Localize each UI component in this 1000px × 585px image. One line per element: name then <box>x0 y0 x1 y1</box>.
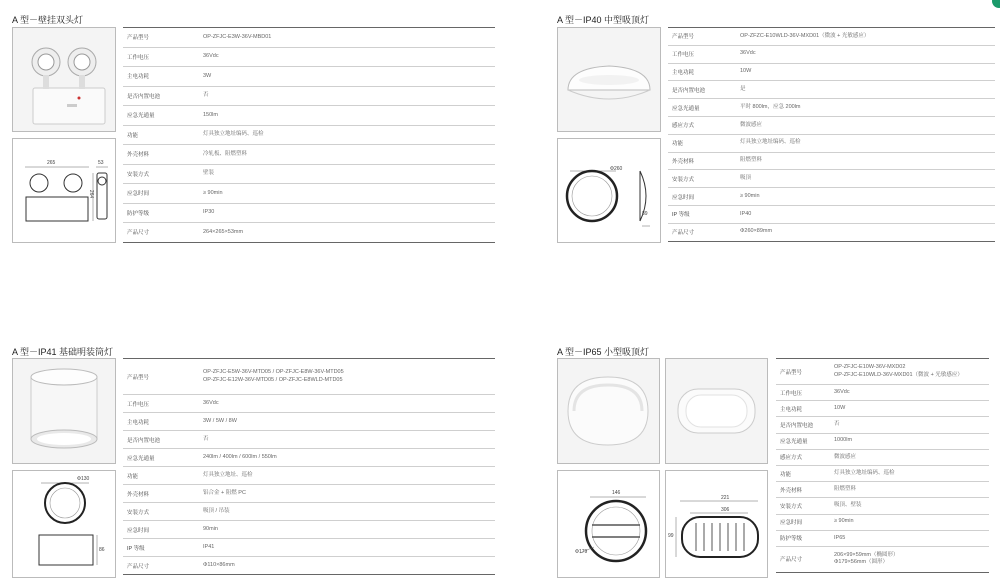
corner-badge-icon <box>992 0 1000 8</box>
spec-key: 产品尺寸 <box>776 546 830 572</box>
spec-key: 是否内置电池 <box>123 86 199 106</box>
dimension-label: 306 <box>721 507 730 513</box>
spec-key: 外壳材料 <box>776 482 830 498</box>
spec-value: 平时 800lm，应急 200lm <box>736 99 995 117</box>
spec-value: 3W <box>199 67 495 87</box>
spec-value: 否 <box>830 417 989 433</box>
dimension-label: Φ179 <box>575 549 588 555</box>
spec-key: 是否内置电池 <box>668 81 736 99</box>
dimension-drawing-wall-twin-head <box>12 138 116 243</box>
spec-key: 安装方式 <box>123 164 199 184</box>
spec-key: 功能 <box>123 125 199 145</box>
spec-key: IP 等级 <box>123 539 199 557</box>
spec-value: ≥ 90min <box>736 188 995 206</box>
table-row <box>668 99 995 117</box>
table-row <box>776 530 989 546</box>
table-row <box>123 539 495 557</box>
spec-key: 产品尺寸 <box>123 557 199 575</box>
spec-key: 产品尺寸 <box>668 223 736 241</box>
spec-value: IP40 <box>736 205 995 223</box>
spec-key: 主电功耗 <box>123 67 199 87</box>
table-row <box>668 223 995 241</box>
spec-value: 壁装 <box>199 164 495 184</box>
table-row <box>123 449 495 467</box>
spec-key: 功能 <box>776 465 830 481</box>
dimension-label: 221 <box>721 495 730 501</box>
table-row <box>123 106 495 126</box>
table-row <box>123 413 495 431</box>
spec-key: 感应方式 <box>776 449 830 465</box>
spec-value: 否 <box>199 86 495 106</box>
table-row <box>123 521 495 539</box>
spec-value: 264×265×53mm <box>199 223 495 243</box>
spec-value <box>830 546 989 572</box>
table-row <box>123 67 495 87</box>
table-row <box>668 134 995 152</box>
dimension-drawing-ip40-ceiling <box>557 138 661 243</box>
dimension-drawing-ip65-round <box>557 470 660 578</box>
spec-value-line: OP-ZFJC-E12W-36V-MTD05 / OP-ZFJC-E8WLD-MTD05 <box>203 376 343 383</box>
product-photo-ip65-oval <box>665 358 768 464</box>
spec-value-line: 206×99×59mm（椭圆形） <box>834 551 899 558</box>
table-row <box>776 514 989 530</box>
table-row <box>668 63 995 81</box>
table-row <box>123 28 495 48</box>
spec-key: 应急光通量 <box>123 449 199 467</box>
spec-value: 灯具独立地址编码、巡检 <box>199 125 495 145</box>
spec-value: Φ260×89mm <box>736 223 995 241</box>
spec-value: 是 <box>736 81 995 99</box>
spec-key: 应急时间 <box>668 188 736 206</box>
dimension-label: 99 <box>668 533 674 539</box>
spec-value: 阻燃塑料 <box>736 152 995 170</box>
dimension-label: 146 <box>612 490 621 496</box>
spec-key: 产品尺寸 <box>123 223 199 243</box>
section-title-wall-twin-head: A 型－壁挂双头灯 <box>12 15 84 25</box>
spec-value: 铝合金 + 阻燃 PC <box>199 485 495 503</box>
spec-key: 产品型号 <box>668 28 736 46</box>
spec-value: 吸顶 <box>736 170 995 188</box>
table-row <box>776 417 989 433</box>
spec-value: 36Vdc <box>199 395 495 413</box>
spec-value: OP-ZFZC-E10WLD-36V-MXD01（微波 + 光敏感应） <box>736 28 995 46</box>
spec-value: OP-ZFJC-E3W-36V-MBD01 <box>199 28 495 48</box>
dimension-drawing-ip41-downlight <box>12 470 116 578</box>
section-title-ip41-downlight: A 型－IP41 基础明装筒灯 <box>12 347 114 357</box>
spec-key: 应急时间 <box>123 184 199 204</box>
spec-key: 应急时间 <box>123 521 199 539</box>
spec-value: 吸顶 / 吊装 <box>199 503 495 521</box>
spec-value <box>199 359 495 395</box>
spec-value: 10W <box>736 63 995 81</box>
spec-value: 微波感应 <box>736 116 995 134</box>
table-row <box>668 205 995 223</box>
spec-key: 主电功耗 <box>123 413 199 431</box>
table-row <box>668 152 995 170</box>
table-row <box>668 45 995 63</box>
spec-key: 安装方式 <box>776 498 830 514</box>
section-title-ip40-ceiling: A 型－IP40 中型吸顶灯 <box>557 15 650 25</box>
table-row <box>776 401 989 417</box>
product-photo-ip65-round <box>557 358 660 464</box>
spec-value: 1000lm <box>830 433 989 449</box>
spec-table-ip41-downlight <box>123 358 495 575</box>
table-row <box>776 385 989 401</box>
dimension-label: 264 <box>88 189 95 199</box>
spec-value: IP41 <box>199 539 495 557</box>
spec-key: 功能 <box>123 467 199 485</box>
spec-key: 防护等级 <box>123 203 199 223</box>
spec-key: 外壳材料 <box>123 485 199 503</box>
spec-key: IP 等级 <box>668 205 736 223</box>
spec-value: 吸顶、壁装 <box>830 498 989 514</box>
spec-value: 否 <box>199 431 495 449</box>
spec-value-line: OP-ZFJC-E5W-36V-MTD05 / OP-ZFJC-E8W-36V-MTD05 <box>203 369 344 376</box>
table-row <box>776 498 989 514</box>
spec-value: 150lm <box>199 106 495 126</box>
spec-value: 10W <box>830 401 989 417</box>
spec-key: 工作电压 <box>123 395 199 413</box>
spec-value: ≥ 90min <box>830 514 989 530</box>
spec-value: 36Vdc <box>199 47 495 67</box>
spec-value-line: OP-ZFJC-E10W-36V-MXD02 <box>834 364 906 371</box>
spec-key: 安装方式 <box>668 170 736 188</box>
table-row <box>123 431 495 449</box>
product-photo-wall-twin-head <box>12 27 116 132</box>
table-row <box>123 203 495 223</box>
table-row <box>123 86 495 106</box>
spec-value: 灯具独立地址编码、巡检 <box>830 465 989 481</box>
dimension-label: 53 <box>98 160 104 166</box>
spec-key: 应急光通量 <box>123 106 199 126</box>
dimension-drawing-ip65-oval <box>665 470 768 578</box>
spec-key: 外壳材料 <box>668 152 736 170</box>
dimension-label: 86 <box>99 547 105 553</box>
spec-value: 240lm / 400lm / 600lm / 550lm <box>199 449 495 467</box>
spec-key: 产品型号 <box>776 359 830 385</box>
dimension-label: Φ260 <box>610 166 623 172</box>
spec-key: 安装方式 <box>123 503 199 521</box>
spec-value-line: OP-ZFJC-E10WLD-36V-MXD01（微波 + 光敏感应） <box>834 371 963 378</box>
spec-value: 阻燃塑料 <box>830 482 989 498</box>
spec-value: 36Vdc <box>736 45 995 63</box>
spec-key: 是否内置电池 <box>123 431 199 449</box>
spec-key: 是否内置电池 <box>776 417 830 433</box>
spec-key: 功能 <box>668 134 736 152</box>
table-row <box>123 145 495 165</box>
table-row <box>123 395 495 413</box>
spec-value: ≥ 90min <box>199 184 495 204</box>
spec-key: 主电功耗 <box>668 63 736 81</box>
spec-key: 主电功耗 <box>776 401 830 417</box>
table-row <box>123 47 495 67</box>
table-row <box>123 557 495 575</box>
spec-table-ip65-ceiling <box>776 358 989 573</box>
spec-key: 产品型号 <box>123 359 199 395</box>
spec-value: 冷轧板、阻燃塑料 <box>199 145 495 165</box>
spec-key: 应急光通量 <box>668 99 736 117</box>
table-row <box>123 223 495 243</box>
table-row <box>123 467 495 485</box>
spec-key: 应急光通量 <box>776 433 830 449</box>
spec-table-wall-twin-head <box>123 27 495 243</box>
spec-value: 90min <box>199 521 495 539</box>
table-row <box>123 125 495 145</box>
spec-value: 微波感应 <box>830 449 989 465</box>
spec-key: 外壳材料 <box>123 145 199 165</box>
table-row <box>776 433 989 449</box>
dimension-label: 265 <box>47 160 56 166</box>
table-row <box>776 465 989 481</box>
spec-key: 工作电压 <box>776 385 830 401</box>
spec-value: IP30 <box>199 203 495 223</box>
section-title-ip65-ceiling: A 型－IP65 小型吸顶灯 <box>557 347 650 357</box>
table-row <box>668 188 995 206</box>
table-row <box>776 482 989 498</box>
table-row <box>123 503 495 521</box>
table-row <box>776 359 989 385</box>
spec-key: 感应方式 <box>668 116 736 134</box>
spec-value: 36Vdc <box>830 385 989 401</box>
table-row <box>668 81 995 99</box>
spec-key: 工作电压 <box>123 47 199 67</box>
table-row <box>123 164 495 184</box>
spec-key: 工作电压 <box>668 45 736 63</box>
dimension-label: Φ130 <box>77 476 90 482</box>
product-photo-ip41-downlight <box>12 358 116 464</box>
spec-value: 灯具独立地址、巡检 <box>199 467 495 485</box>
spec-value: IP65 <box>830 530 989 546</box>
spec-key: 产品型号 <box>123 28 199 48</box>
table-row <box>668 170 995 188</box>
product-photo-ip40-ceiling <box>557 27 661 132</box>
table-row <box>123 359 495 395</box>
spec-table-ip40-ceiling <box>668 27 995 242</box>
spec-value: Φ110×86mm <box>199 557 495 575</box>
spec-value-line: Φ179×56mm（圆形） <box>834 559 889 566</box>
spec-value <box>830 359 989 385</box>
table-row <box>776 546 989 572</box>
spec-value: 灯具独立地址编码、巡检 <box>736 134 995 152</box>
table-row <box>123 485 495 503</box>
spec-key: 防护等级 <box>776 530 830 546</box>
table-row <box>668 116 995 134</box>
dimension-label: 89 <box>642 211 648 217</box>
table-row <box>668 28 995 46</box>
spec-key: 应急时间 <box>776 514 830 530</box>
spec-value: 3W / 5W / 8W <box>199 413 495 431</box>
table-row <box>123 184 495 204</box>
table-row <box>776 449 989 465</box>
